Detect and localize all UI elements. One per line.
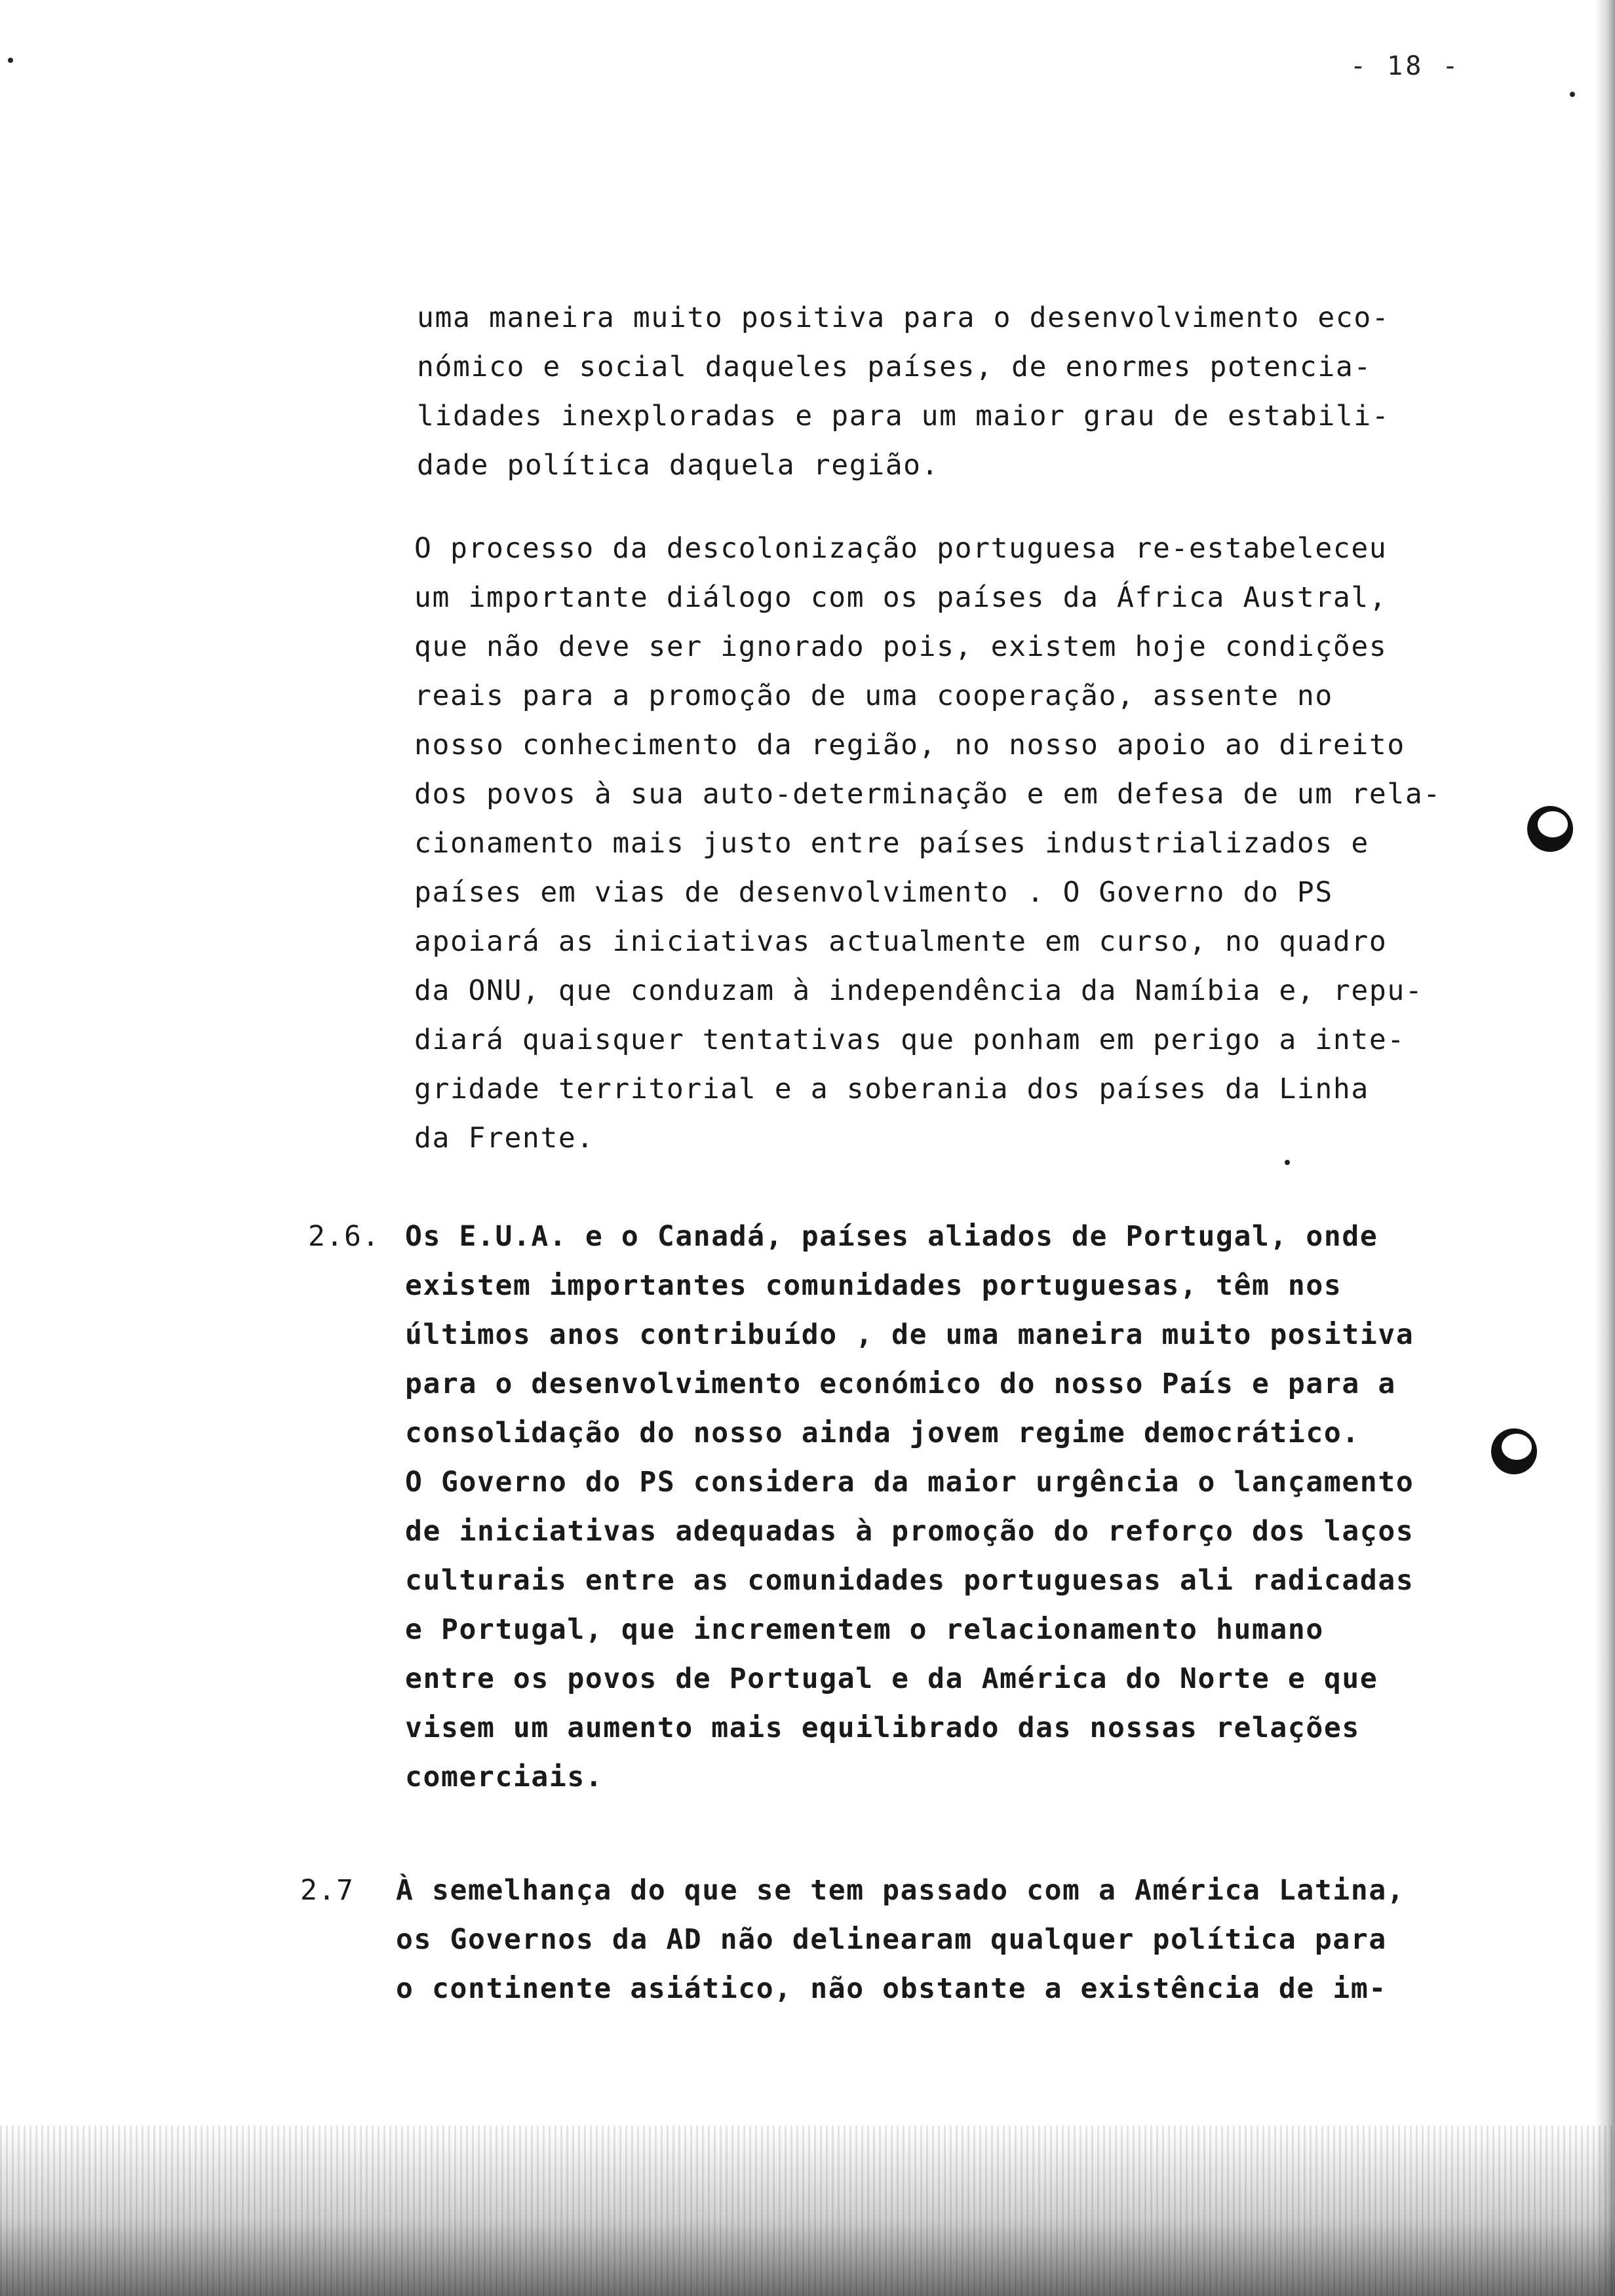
text-line: culturais entre as comunidades portuguesas ali radicadas xyxy=(405,1564,1414,1597)
text-line: visem um aumento mais equilibrado das nossas relações xyxy=(405,1712,1360,1744)
page-number: - 18 - xyxy=(1350,51,1461,81)
section-2-6-paragraph xyxy=(405,1212,1414,1802)
scan-speck xyxy=(1570,92,1575,97)
text-line: O processo da descolonização portuguesa re-estabeleceu xyxy=(414,532,1388,565)
punch-hole-top xyxy=(1527,806,1573,852)
text-line: nosso conhecimento da região, no nosso apoio ao direito xyxy=(414,729,1405,761)
text-line: e Portugal, que incrementem o relacionamento humano xyxy=(405,1613,1324,1646)
text-line: da Frente. xyxy=(414,1122,594,1155)
text-line: Os E.U.A. e o Canadá, países aliados de Portugal, onde xyxy=(405,1220,1378,1253)
text-line: diará quaisquer tentativas que ponham em perigo a inte- xyxy=(414,1024,1405,1056)
text-line: À semelhança do que se tem passado com a América Latina, xyxy=(396,1874,1405,1907)
text-line: últimos anos contribuído , de uma maneira muito positiva xyxy=(405,1318,1414,1351)
text-line: reais para a promoção de uma cooperação, assente no xyxy=(414,679,1333,712)
africa-paragraph xyxy=(414,524,1441,1163)
text-line: cionamento mais justo entre países industrializados e xyxy=(414,827,1369,860)
text-line: para o desenvolvimento económico do nosso País e para a xyxy=(405,1368,1396,1400)
scan-speck xyxy=(8,58,13,63)
text-line: nómico e social daqueles países, de enormes potencia- xyxy=(417,351,1372,383)
text-line: entre os povos de Portugal e da América do Norte e que xyxy=(405,1662,1378,1695)
text-line: O Governo do PS considera da maior urgência o lançamento xyxy=(405,1466,1414,1499)
text-line: lidades inexploradas e para um maior grau de estabili- xyxy=(417,400,1390,432)
text-line: países em vias de desenvolvimento . O Governo do PS xyxy=(414,876,1333,909)
text-line: consolidação do nosso ainda jovem regime democrático. xyxy=(405,1417,1360,1449)
text-line: os Governos da AD não delinearam qualquer política para xyxy=(396,1923,1387,1956)
text-line: gridade territorial e a soberania dos países da Linha xyxy=(414,1073,1369,1105)
text-line: dos povos à sua auto-determinação e em defesa de um rela- xyxy=(414,778,1441,811)
section-number-2-6: 2.6. xyxy=(308,1220,380,1253)
text-line: dade política daquela região. xyxy=(417,449,940,482)
punch-hole-bottom xyxy=(1491,1428,1537,1474)
text-line: um importante diálogo com os países da África Austral, xyxy=(414,581,1388,614)
text-line: comerciais. xyxy=(405,1761,604,1793)
text-line: que não deve ser ignorado pois, existem hoje condições xyxy=(414,630,1388,663)
text-line: de iniciativas adequadas à promoção do reforço dos laços xyxy=(405,1515,1414,1548)
intro-paragraph xyxy=(417,294,1390,490)
text-line: existem importantes comunidades portuguesas, têm nos xyxy=(405,1269,1342,1302)
text-line: uma maneira muito positiva para o desenvolvimento eco- xyxy=(417,301,1390,334)
text-line: apoiará as iniciativas actualmente em curso, no quadro xyxy=(414,925,1388,958)
scan-bottom-noise xyxy=(0,2126,1615,2296)
text-line: o continente asiático, não obstante a existência de im- xyxy=(396,1972,1387,2005)
text-line: da ONU, que conduzam à independência da Namíbia e, repu- xyxy=(414,974,1424,1007)
scan-edge-shadow xyxy=(1595,0,1615,2296)
section-2-7-paragraph xyxy=(396,1866,1405,2014)
section-number-2-7: 2.7 xyxy=(300,1874,355,1907)
